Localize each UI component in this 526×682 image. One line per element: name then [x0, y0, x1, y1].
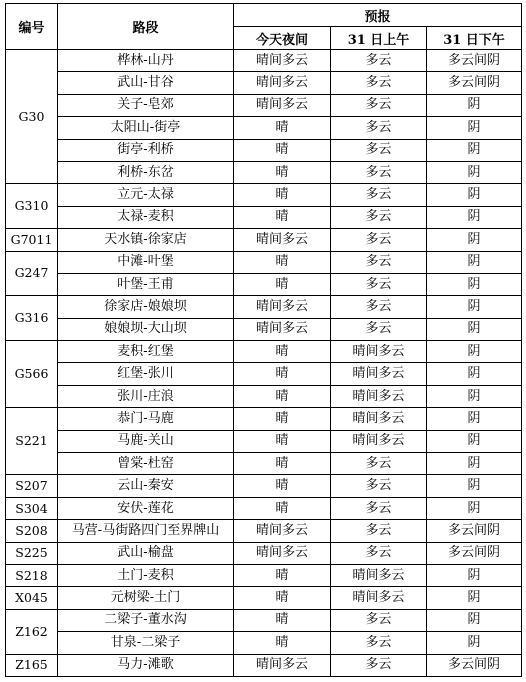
- morning-weather-cell: 多云: [331, 654, 427, 676]
- morning-weather-cell: 晴间多云: [331, 341, 427, 363]
- tonight-weather-cell: 晴: [234, 453, 331, 475]
- route-cell: 马鹿-关山: [58, 430, 234, 452]
- morning-weather-cell: 多云: [331, 139, 427, 161]
- afternoon-weather-cell: 阴: [427, 363, 522, 385]
- header-forecast: 预报: [234, 4, 522, 27]
- morning-weather-cell: 晴间多云: [331, 363, 427, 385]
- afternoon-weather-cell: 阴: [427, 385, 522, 407]
- table-row: [6, 50, 522, 72]
- route-cell: 娘娘坝-大山坝: [58, 318, 234, 340]
- afternoon-weather-cell: 阴: [427, 229, 522, 251]
- tonight-weather-cell: 晴: [234, 251, 331, 273]
- afternoon-weather-cell: 阴: [427, 587, 522, 609]
- tonight-weather-cell: 晴: [234, 497, 331, 519]
- table-row: [6, 94, 522, 116]
- afternoon-weather-cell: 阴: [427, 453, 522, 475]
- header-31-afternoon: 31 日下午: [427, 27, 522, 50]
- route-cell: 马营-马街路四门至界牌山: [58, 520, 234, 542]
- morning-weather-cell: 多云: [331, 161, 427, 183]
- afternoon-weather-cell: 多云间阴: [427, 542, 522, 564]
- afternoon-weather-cell: 阴: [427, 94, 522, 116]
- afternoon-weather-cell: 阴: [427, 632, 522, 654]
- afternoon-weather-cell: 阴: [427, 184, 522, 206]
- road-code-cell: S225: [6, 542, 58, 564]
- road-code-cell: G30: [6, 50, 58, 184]
- morning-weather-cell: 多云: [331, 184, 427, 206]
- table-row: [6, 229, 522, 251]
- route-cell: 二梁子-董水沟: [58, 609, 234, 631]
- route-cell: 太阳山-街亭: [58, 117, 234, 139]
- afternoon-weather-cell: 阴: [427, 341, 522, 363]
- road-code-cell: Z162: [6, 609, 58, 654]
- tonight-weather-cell: 晴: [234, 206, 331, 228]
- morning-weather-cell: 晴间多云: [331, 430, 427, 452]
- morning-weather-cell: 晴间多云: [331, 408, 427, 430]
- morning-weather-cell: 多云: [331, 72, 427, 94]
- route-cell: 中滩-叶堡: [58, 251, 234, 273]
- road-code-cell: S304: [6, 497, 58, 519]
- route-cell: 关子-皂郊: [58, 94, 234, 116]
- table-row: [6, 296, 522, 318]
- table-row: [6, 609, 522, 631]
- afternoon-weather-cell: 阴: [427, 296, 522, 318]
- tonight-weather-cell: 晴: [234, 117, 331, 139]
- route-cell: 徐家店-娘娘坝: [58, 296, 234, 318]
- route-cell: 张川-庄浪: [58, 385, 234, 407]
- morning-weather-cell: 晴间多云: [331, 564, 427, 586]
- afternoon-weather-cell: 多云间阴: [427, 72, 522, 94]
- table-row: [6, 430, 522, 452]
- table-row: [6, 161, 522, 183]
- morning-weather-cell: 多云: [331, 318, 427, 340]
- tonight-weather-cell: 晴: [234, 609, 331, 631]
- route-cell: 武山-甘谷: [58, 72, 234, 94]
- morning-weather-cell: 晴间多云: [331, 385, 427, 407]
- morning-weather-cell: 多云: [331, 632, 427, 654]
- morning-weather-cell: 多云: [331, 475, 427, 497]
- table-row: [6, 117, 522, 139]
- table-row: [6, 184, 522, 206]
- route-cell: 云山-秦安: [58, 475, 234, 497]
- header-row-1: [6, 4, 522, 27]
- table-row: [6, 139, 522, 161]
- route-cell: 恭门-马鹿: [58, 408, 234, 430]
- tonight-weather-cell: 晴: [234, 341, 331, 363]
- header-tonight: 今天夜间: [234, 27, 331, 50]
- route-cell: 麦积-红堡: [58, 341, 234, 363]
- road-code-cell: G316: [6, 296, 58, 341]
- table-row: [6, 206, 522, 228]
- forecast-table-body: [6, 50, 522, 677]
- road-code-cell: G247: [6, 251, 58, 296]
- morning-weather-cell: 多云: [331, 296, 427, 318]
- tonight-weather-cell: 晴间多云: [234, 296, 331, 318]
- road-code-cell: G7011: [6, 229, 58, 251]
- afternoon-weather-cell: 多云间阴: [427, 520, 522, 542]
- morning-weather-cell: 多云: [331, 453, 427, 475]
- route-cell: 土门-麦积: [58, 564, 234, 586]
- tonight-weather-cell: 晴: [234, 632, 331, 654]
- morning-weather-cell: 多云: [331, 117, 427, 139]
- afternoon-weather-cell: 阴: [427, 408, 522, 430]
- tonight-weather-cell: 晴间多云: [234, 229, 331, 251]
- route-cell: 红堡-张川: [58, 363, 234, 385]
- tonight-weather-cell: 晴: [234, 475, 331, 497]
- table-row: [6, 318, 522, 340]
- route-cell: 安伏-莲花: [58, 497, 234, 519]
- table-row: [6, 497, 522, 519]
- tonight-weather-cell: 晴: [234, 385, 331, 407]
- tonight-weather-cell: 晴: [234, 408, 331, 430]
- afternoon-weather-cell: 阴: [427, 117, 522, 139]
- morning-weather-cell: 晴间多云: [331, 587, 427, 609]
- forecast-table-container: [5, 3, 522, 677]
- road-code-cell: X045: [6, 587, 58, 609]
- route-cell: 街亭-利桥: [58, 139, 234, 161]
- table-row: [6, 587, 522, 609]
- morning-weather-cell: 多云: [331, 206, 427, 228]
- morning-weather-cell: 多云: [331, 273, 427, 295]
- afternoon-weather-cell: 阴: [427, 564, 522, 586]
- tonight-weather-cell: 晴: [234, 139, 331, 161]
- afternoon-weather-cell: 阴: [427, 475, 522, 497]
- table-row: [6, 72, 522, 94]
- table-row: [6, 363, 522, 385]
- road-code-cell: Z165: [6, 654, 58, 676]
- afternoon-weather-cell: 阴: [427, 139, 522, 161]
- tonight-weather-cell: 晴间多云: [234, 520, 331, 542]
- table-row: [6, 385, 522, 407]
- afternoon-weather-cell: 阴: [427, 497, 522, 519]
- morning-weather-cell: 多云: [331, 497, 427, 519]
- header-code: 编号: [6, 4, 58, 50]
- route-cell: 元树梁-土门: [58, 587, 234, 609]
- table-row: [6, 632, 522, 654]
- table-row: [6, 453, 522, 475]
- tonight-weather-cell: 晴间多云: [234, 542, 331, 564]
- route-cell: 天水镇-徐家店: [58, 229, 234, 251]
- tonight-weather-cell: 晴间多云: [234, 654, 331, 676]
- afternoon-weather-cell: 阴: [427, 273, 522, 295]
- table-row: [6, 654, 522, 676]
- tonight-weather-cell: 晴间多云: [234, 318, 331, 340]
- morning-weather-cell: 多云: [331, 542, 427, 564]
- route-cell: 曾棠-杜窑: [58, 453, 234, 475]
- route-cell: 桦林-山丹: [58, 50, 234, 72]
- road-code-cell: S221: [6, 408, 58, 475]
- route-cell: 武山-榆盘: [58, 542, 234, 564]
- route-cell: 立元-太禄: [58, 184, 234, 206]
- morning-weather-cell: 多云: [331, 50, 427, 72]
- table-row: [6, 408, 522, 430]
- tonight-weather-cell: 晴间多云: [234, 50, 331, 72]
- afternoon-weather-cell: 阴: [427, 430, 522, 452]
- afternoon-weather-cell: 阴: [427, 318, 522, 340]
- tonight-weather-cell: 晴: [234, 273, 331, 295]
- road-weather-forecast-table: [5, 3, 522, 677]
- road-code-cell: G310: [6, 184, 58, 229]
- table-row: [6, 542, 522, 564]
- afternoon-weather-cell: 阴: [427, 609, 522, 631]
- table-row: [6, 520, 522, 542]
- tonight-weather-cell: 晴: [234, 430, 331, 452]
- header-route: 路段: [58, 4, 234, 50]
- route-cell: 甘泉-二梁子: [58, 632, 234, 654]
- afternoon-weather-cell: 阴: [427, 161, 522, 183]
- morning-weather-cell: 多云: [331, 520, 427, 542]
- table-row: [6, 564, 522, 586]
- morning-weather-cell: 多云: [331, 229, 427, 251]
- road-code-cell: S218: [6, 564, 58, 586]
- tonight-weather-cell: 晴间多云: [234, 94, 331, 116]
- afternoon-weather-cell: 阴: [427, 206, 522, 228]
- afternoon-weather-cell: 多云间阴: [427, 654, 522, 676]
- tonight-weather-cell: 晴: [234, 363, 331, 385]
- table-row: [6, 251, 522, 273]
- morning-weather-cell: 多云: [331, 94, 427, 116]
- route-cell: 叶堡-王甫: [58, 273, 234, 295]
- road-code-cell: S208: [6, 520, 58, 542]
- table-row: [6, 475, 522, 497]
- morning-weather-cell: 多云: [331, 251, 427, 273]
- tonight-weather-cell: 晴: [234, 587, 331, 609]
- road-code-cell: S207: [6, 475, 58, 497]
- tonight-weather-cell: 晴间多云: [234, 72, 331, 94]
- tonight-weather-cell: 晴: [234, 184, 331, 206]
- road-code-cell: G566: [6, 341, 58, 408]
- tonight-weather-cell: 晴: [234, 161, 331, 183]
- morning-weather-cell: 多云: [331, 609, 427, 631]
- route-cell: 马力-滩歌: [58, 654, 234, 676]
- afternoon-weather-cell: 阴: [427, 251, 522, 273]
- route-cell: 利桥-东岔: [58, 161, 234, 183]
- route-cell: 太禄-麦积: [58, 206, 234, 228]
- header-31-morning: 31 日上午: [331, 27, 427, 50]
- table-row: [6, 273, 522, 295]
- tonight-weather-cell: 晴: [234, 564, 331, 586]
- table-row: [6, 341, 522, 363]
- afternoon-weather-cell: 多云间阴: [427, 50, 522, 72]
